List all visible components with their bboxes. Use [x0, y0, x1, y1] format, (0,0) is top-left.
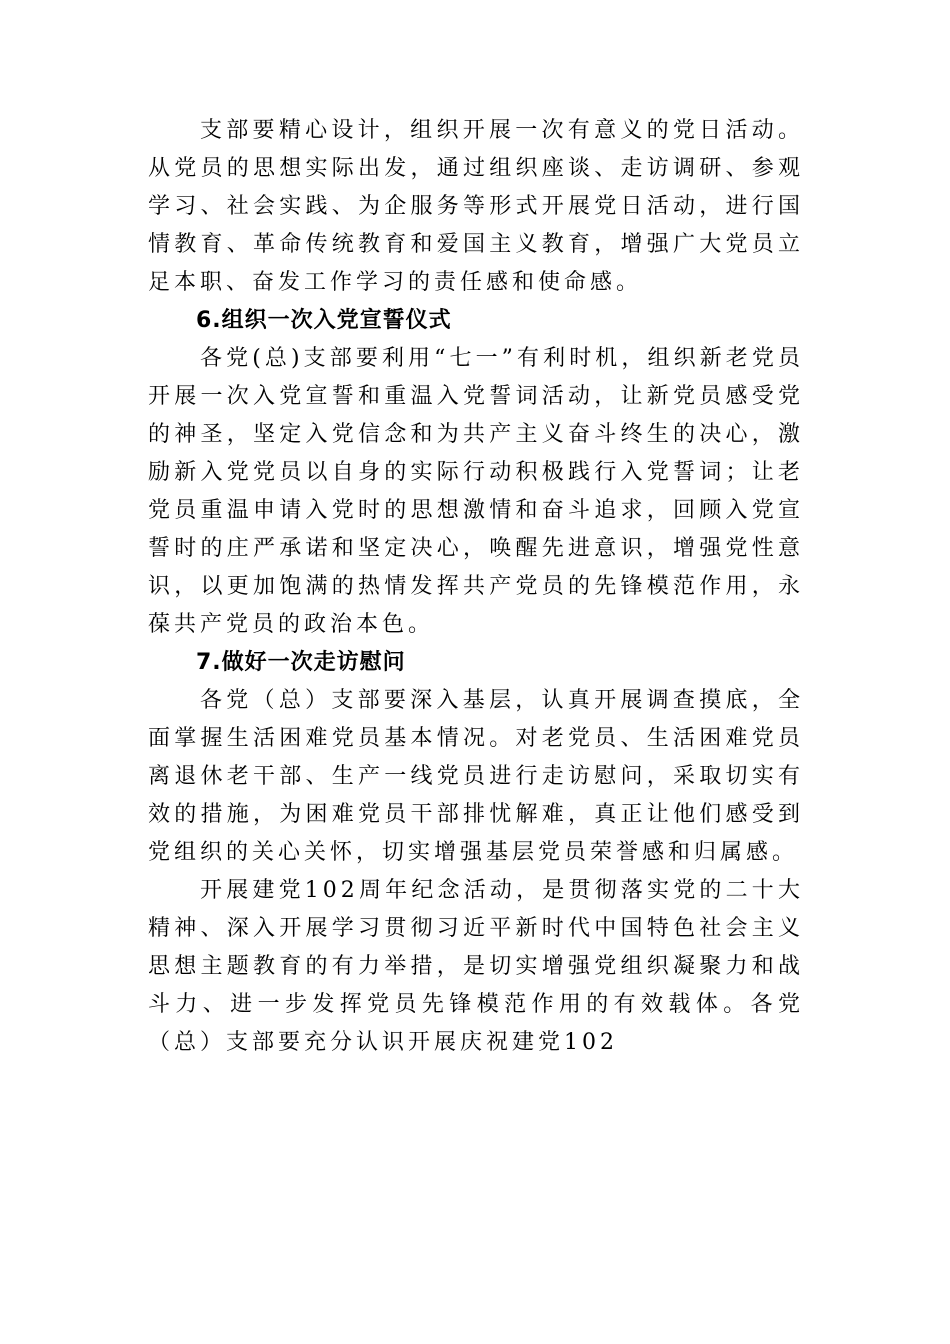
- heading-visit-condolence: 7.做好一次走访慰问: [196, 650, 406, 675]
- document-page: [148, 112, 804, 1062]
- paragraph-party-day-activity: 支部要精心设计，组织开展一次有意义的党日活动。从党员的思想实际出发，通过组织座谈、走访调研、参观学习、社会实践、为企服务等形式开展党日活动，进行国情教育、革命传统教育和爱国主义教育，增强广大党员立足本职、奋发工作学习的责任感和使命感。: [148, 118, 804, 295]
- paragraph-anniversary-significance: 开展建党102周年纪念活动，是贯彻落实党的二十大精神、深入开展学习贯彻习近平新时代中国特色社会主义思想主题教育的有力举措，是切实增强党组织凝聚力和战斗力、进一步发挥党员先锋模范作用的有效载体。各党（总）支部要充分认识开展庆祝建党102: [148, 878, 804, 1055]
- heading-oath-ceremony: 6.组织一次入党宣誓仪式: [196, 308, 452, 333]
- paragraph-oath-ceremony: 各党(总)支部要利用“七一”有利时机，组织新老党员开展一次入党宣誓和重温入党誓词活动，让新党员感受党的神圣，坚定入党信念和为共产主义奋斗终生的决心，激励新入党党员以自身的实际行动积极践行入党誓词；让老党员重温申请入党时的思想激情和奋斗追求，回顾入党宣誓时的庄严承诺和坚定决心，唤醒先进意识，增强党性意识，以更加饱满的热情发挥共产党员的先锋模范作用，永葆共产党员的政治本色。: [148, 346, 804, 637]
- paragraph-visit-condolence: 各党（总）支部要深入基层，认真开展调查摸底，全面掌握生活困难党员基本情况。对老党员、生活困难党员离退休老干部、生产一线党员进行走访慰问，采取切实有效的措施，为困难党员干部排忧解难，真正让他们感受到党组织的关心关怀，切实增强基层党员荣誉感和归属感。: [148, 688, 804, 865]
